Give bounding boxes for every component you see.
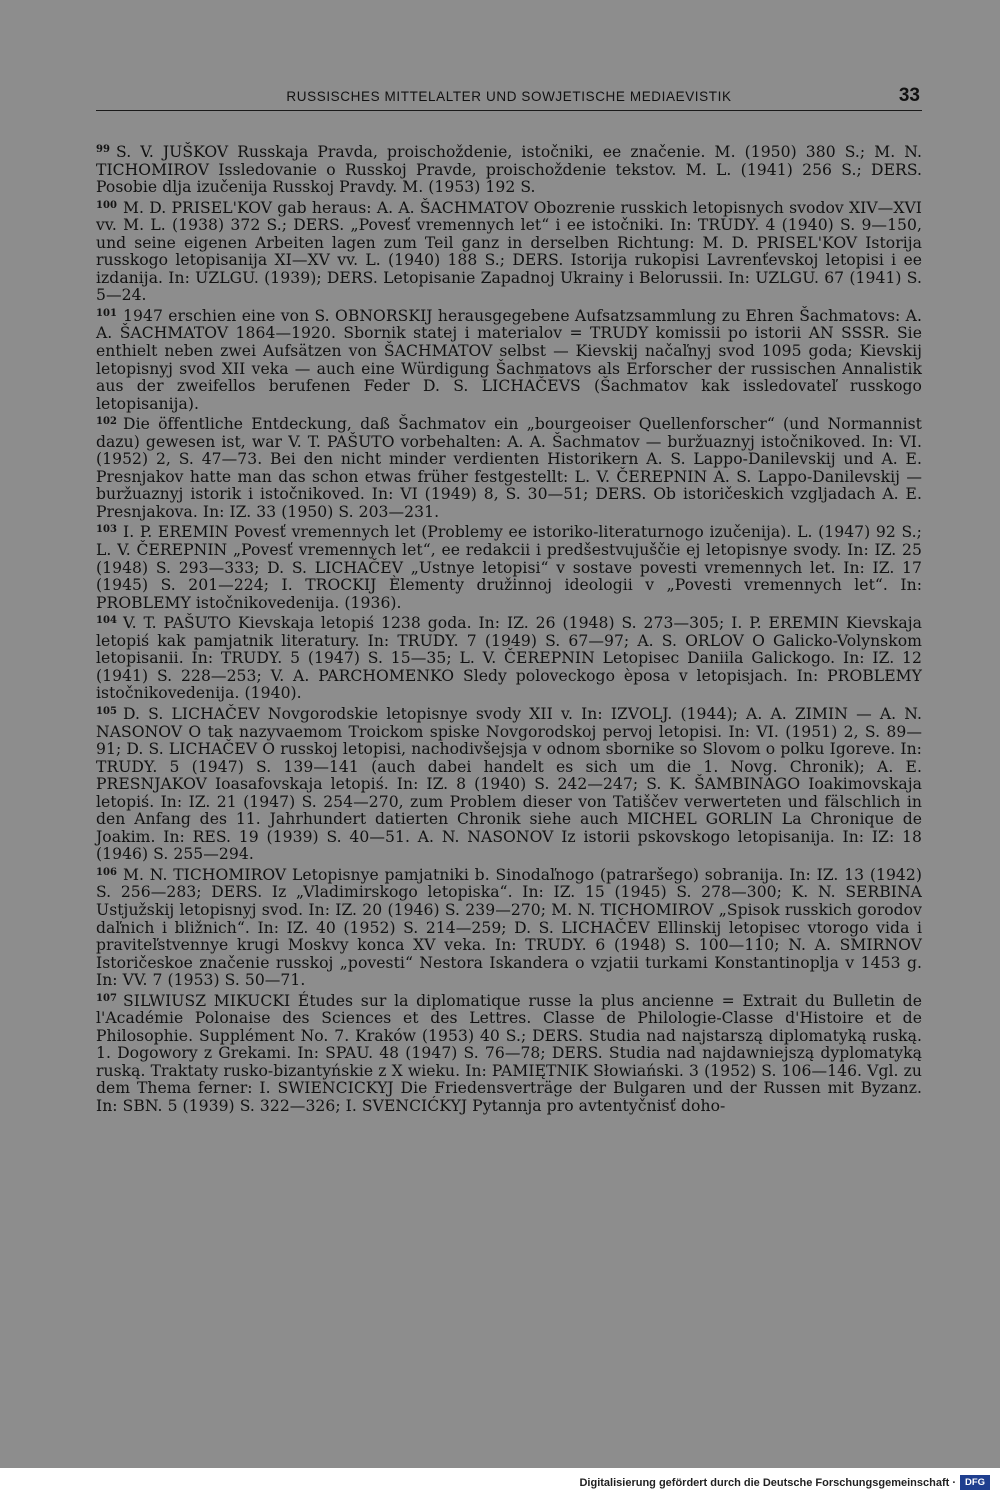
- footnote-number: 101: [96, 307, 118, 319]
- footnote-number: 105: [96, 705, 118, 717]
- running-title: RUSSISCHES MITTELALTER UND SOWJETISCHE MEDIAEVISTIK: [286, 89, 732, 104]
- footnote-text: I. P. EREMIN Povesť vremennych let (Problemy ee istoriko-literaturnogo izučenija). L. (1947) 92 S.; L. V. ČEREPNIN „Povesť vremennych let“, ee redakcii i predšestvujuščie ej letopisnye svody. In: IZ. 25 (1948) S. 293—333; D. S. LICHAČEV „Ustnye letopisi“ v sostave povesti vremennych let. In: IZ. 17 (1945) S. 201—224; I. TROCKIJ Èlementy družinnoj ideologii v „Povesti vremennych let“. In: PROBLEMY istočnikovedenija. (1936).: [96, 523, 922, 612]
- footnote-101: [96, 305, 922, 413]
- footnote-100: [96, 197, 922, 305]
- page-number: 33: [898, 85, 920, 106]
- footnote-text: SILWIUSZ MIKUCKI Études sur la diplomatique russe la plus ancienne = Extrait du Bulletin de l'Académie Polonaise des Sciences et des Lettres. Classe de Philologie-Classe d'Histoire et de Philosophie. Supplément No. 7. Kraków (1953) 40 S.; DERS. Studia nad najstarszą diplomatyką ruską. 1. Dogowory z Grekami. In: SPAU. 48 (1947) S. 76—78; DERS. Studia nad najdawniejszą dyplomatyką ruską. Traktaty rusko-bizantyńskie z X wieku. In: PAMIĘTNIK Słowiański. 3 (1952) S. 106—146. Vgl. zu dem Thema ferner: I. SWIENCICKYJ Die Friedensverträge der Bulgaren und der Russen mit Byzanz. In: SBN. 5 (1939) S. 322—326; I. SVENCIĆKYJ Pytannja pro avtentyčnisť doho-: [96, 991, 922, 1115]
- footnote-text: Die öffentliche Entdeckung, daß Šachmatov ein „bourgeoiser Quellenforscher“ (und Normannist dazu) gewesen ist, war V. T. PAŠUTO vorbehalten: A. A. Šachmatov — buržuaznyj istočnikoved. In: VI. (1952) 2, S. 47—73. Bei den nicht minder verdienten Historikern A. S. Lappo-Danilevskij und A. E. Presnjakov hatte man das schon etwas früher festgestellt: L. V. ČEREPNIN A. S. Lappo-Danilevskij — buržuaznyj istorik i istočnikoved. In: VI (1949) 8, S. 30—51; DERS. Ob istoričeskich vzgljadach A. E. Presnjakova. In: IZ. 33 (1950) S. 203—231.: [96, 415, 922, 521]
- footnote-text: V. T. PAŠUTO Kievskaja letopiś 1238 goda. In: IZ. 26 (1948) S. 273—305; I. P. EREMIN Kievskaja letopiś kak pamjatnik literatury. In: TRUDY. 7 (1949) S. 67—97; A. S. ORLOV O Galicko-Volynskom letopisanii. In: TRUDY. 5 (1947) S. 15—35; L. V. ČEREPNIN Letopisec Daniila Galickogo. In: IZ. 12 (1941) S. 228—253; V. A. PARCHOMENKO Sledy poloveckogo èposa v letopisjach. In: PROBLEMY istočnikovedenija. (1940).: [96, 614, 922, 703]
- footnote-number: 107: [96, 992, 118, 1004]
- dfg-logo: DFG: [960, 1475, 990, 1490]
- footnote-text: S. V. JUŠKOV Russkaja Pravda, proischoždenie, istočniki, ee značenie. M. (1950) 380 S.; M. N. TICHOMIROV Issledovanie o Russkoj Pravde, proischoždenie tekstov. M. L. (1941) 256 S.; DERS. Posobie dlja izučenija Russkoj Pravdy. M. (1953) 192 S.: [96, 143, 922, 197]
- footnote-text: M. D. PRISEL'KOV gab heraus: A. A. ŠACHMATOV Obozrenie russkich letopisnych svodov XIV—XVI vv. M. L. (1938) 372 S.; DERS. „Povesť vremennych let“ i ee istočniki. In: TRUDY. 4 (1940) S. 9—150, und seine eigenen Arbeiten lagen zum Teil ganz in derselben Richtung: M. D. PRISEL'KOV Istorija russkogo letopisanija XI—XV vv. L. (1940) 188 S.; DERS. Istorija rukopisi Lavrenťevskoj letopisi i ee izdanija. In: UZLGU. (1939); DERS. Letopisanie Zapadnoj Ukrainy i Belorussii. In: UZLGU. 67 (1941) S. 5—24.: [96, 198, 922, 305]
- footnotes: [96, 141, 922, 1116]
- footnote-number: 99: [96, 144, 111, 155]
- footnote-103: [96, 521, 922, 612]
- footnote-text: M. N. TICHOMIROV Letopisnye pamjatniki b. Sinodaľnogo (patraršego) sobranija. In: IZ. 13 (1942) S. 256—283; DERS. Iz „Vladimirskogo letopiska“. In: IZ. 15 (1945) S. 278—300; K. N. SERBINA Ustjužskij letopisnyj svod. In: IZ. 20 (1946) S. 239—270; M. N. TICHOMIROV „Spisok russkich gorodov daľnich i bližnich“. In: IZ. 40 (1952) S. 214—259; D. S. LICHAČEV Ellinskij letopisec vtorogo vida i praviteľstvennye krugi Moskvy konca XV veka. In: TRUDY. 6 (1948) S. 100—110; N. A. SMIRNOV Istoričeskoe značenie russkoj „povesti“ Nestora Iskandera o vzjatii turkami Konstantinoplja v 1453 g. In: VV. 7 (1953) S. 50—71.: [96, 865, 922, 990]
- funding-credit: Digitalisierung gefördert durch die Deutsche Forschungsgemeinschaft ·: [579, 1477, 956, 1489]
- digitization-footer: [0, 1468, 1000, 1496]
- footnote-107: [96, 990, 922, 1116]
- footnote-number: 102: [96, 416, 118, 428]
- page-header: [96, 86, 922, 111]
- footnote-105: [96, 703, 922, 864]
- footnote-99: [96, 141, 922, 197]
- footnote-102: [96, 413, 922, 521]
- footnote-number: 106: [96, 866, 118, 878]
- footnote-104: [96, 612, 922, 703]
- footnote-number: 104: [96, 615, 118, 627]
- footnote-number: 100: [96, 199, 118, 211]
- footnote-text: D. S. LICHAČEV Novgorodskie letopisnye svody XII v. In: IZVOLJ. (1944); A. A. ZIMIN — A. N. NASONOV O tak nazyvaemom Troickom spiske Novgorodskoj pervoj letopisi. In: VI. (1951) 2, S. 89—91; D. S. LICHAČEV O russkoj letopisi, nachodivšejsja v odnom sbornike so Slovom o polku Igoreve. In: TRUDY. 5 (1947) S. 139—141 (auch dabei handelt es sich um die 1. Novg. Chronik); A. E. PRESNJAKOV Ioasafovskaja letopiś. In: IZ. 8 (1940) S. 242—247; S. K. ŠAMBINAGO Ioakimovskaja letopiś. In: IZ. 21 (1947) S. 254—270, zum Problem dieser von Tatiščev verwerteten und fälschlich in den Anfang des 11. Jahrhundert datierten Chronik siehe auch MICHEL GORLIN La Chronique de Joakim. In: RES. 19 (1939) S. 40—51. A. N. NASONOV Iz istorii pskovskogo letopisanija. In: IZ: 18 (1946) S. 255—294.: [96, 704, 922, 864]
- footnote-number: 103: [96, 524, 118, 536]
- footnote-text: 1947 erschien eine von S. OBNORSKIJ herausgegebene Aufsatzsammlung zu Ehren Šachmatovs: A. A. ŠACHMATOV 1864—1920. Sbornik statej i materialov = TRUDY komissii po istorii AN SSSR. Sie enthielt neben zwei Aufsätzen von ŠACHMATOV selbst — Kievskij načaľnyj svod 1095 goda; Kievskij letopisnyj svod XII veka — auch eine Würdigung Šachmatovs als Erforscher der russischen Annalistik aus der zweifellos berufenen Feder D. S. LICHAČEVS (Šachmatov kak issledovateľ russkogo letopisanija).: [96, 306, 922, 413]
- footnote-106: [96, 864, 922, 990]
